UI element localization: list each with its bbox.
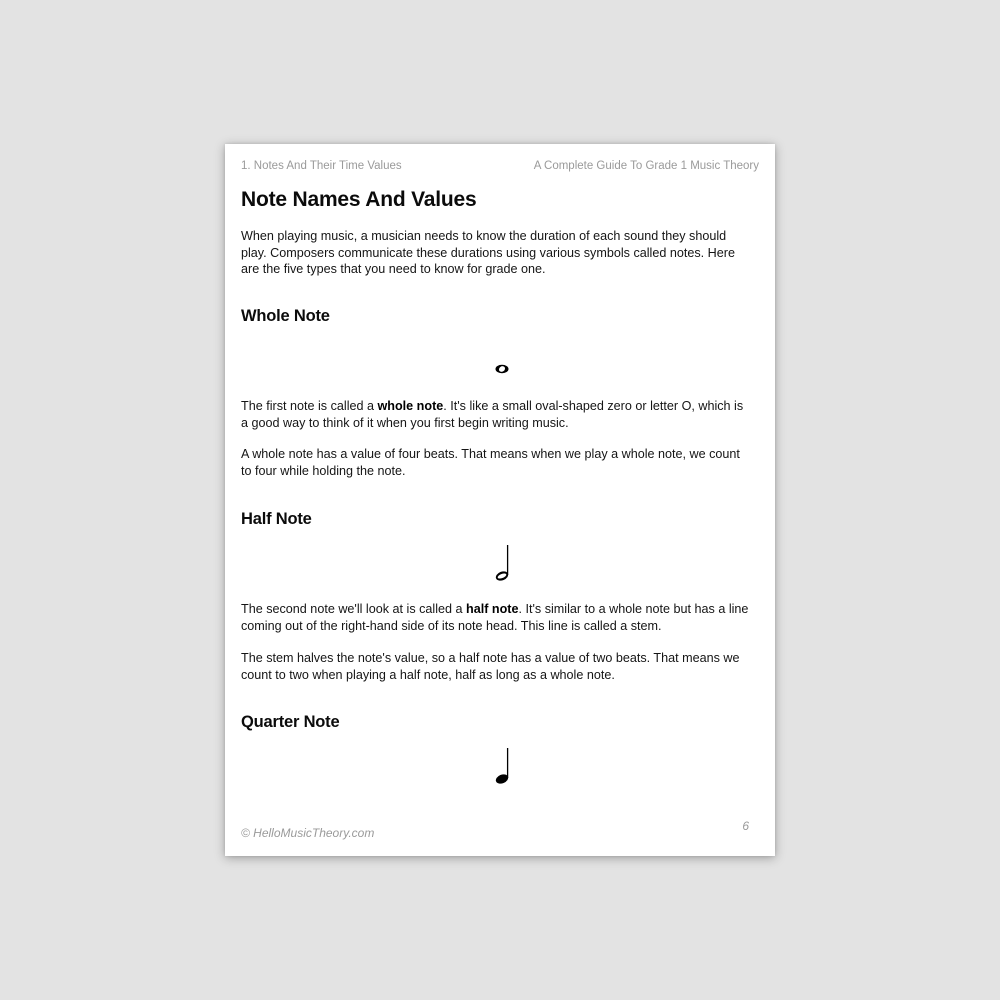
document-page xyxy=(225,144,775,856)
half-note-term: half note xyxy=(466,602,519,616)
quarter-note-icon xyxy=(480,746,524,786)
intro-paragraph: When playing music, a musician needs to know the duration of each sound they should play. Composers communicate these durations using various symbols called notes. Here are the five types that you need to know for grade one. xyxy=(241,229,735,276)
chapter-label: 1. Notes And Their Time Values xyxy=(241,160,402,172)
half-note-icon xyxy=(480,543,524,583)
half-note-paragraph-1: The second note we'll look at is called a half note. It's similar to a whole note but has a line coming out of the right-hand side of its note head. This line is called a stem. xyxy=(241,602,749,633)
quarter-note-heading: Quarter Note xyxy=(241,713,340,731)
half-note-paragraph-2: The stem halves the note's value, so a half note has a value of two beats. That means we count to two when playing a half note, half as long as a whole note. xyxy=(241,651,740,682)
whole-note-icon xyxy=(480,357,524,381)
whole-note-paragraph-2: A whole note has a value of four beats. That means when we play a whole note, we count to four while holding the note. xyxy=(241,447,740,478)
page-title: Note Names And Values xyxy=(241,188,477,211)
whole-note-term: whole note xyxy=(377,399,444,413)
whole-note-paragraph-1: The first note is called a whole note. It's like a small oval-shaped zero or letter O, which is a good way to think of it when you first begin writing music. xyxy=(241,399,744,430)
copyright-footer: © HelloMusicTheory.com xyxy=(241,826,375,840)
page-number: 6 xyxy=(742,819,749,833)
half-note-heading: Half Note xyxy=(241,510,312,528)
book-title: A Complete Guide To Grade 1 Music Theory xyxy=(533,160,759,172)
running-header xyxy=(241,160,759,174)
whole-note-heading: Whole Note xyxy=(241,307,330,325)
